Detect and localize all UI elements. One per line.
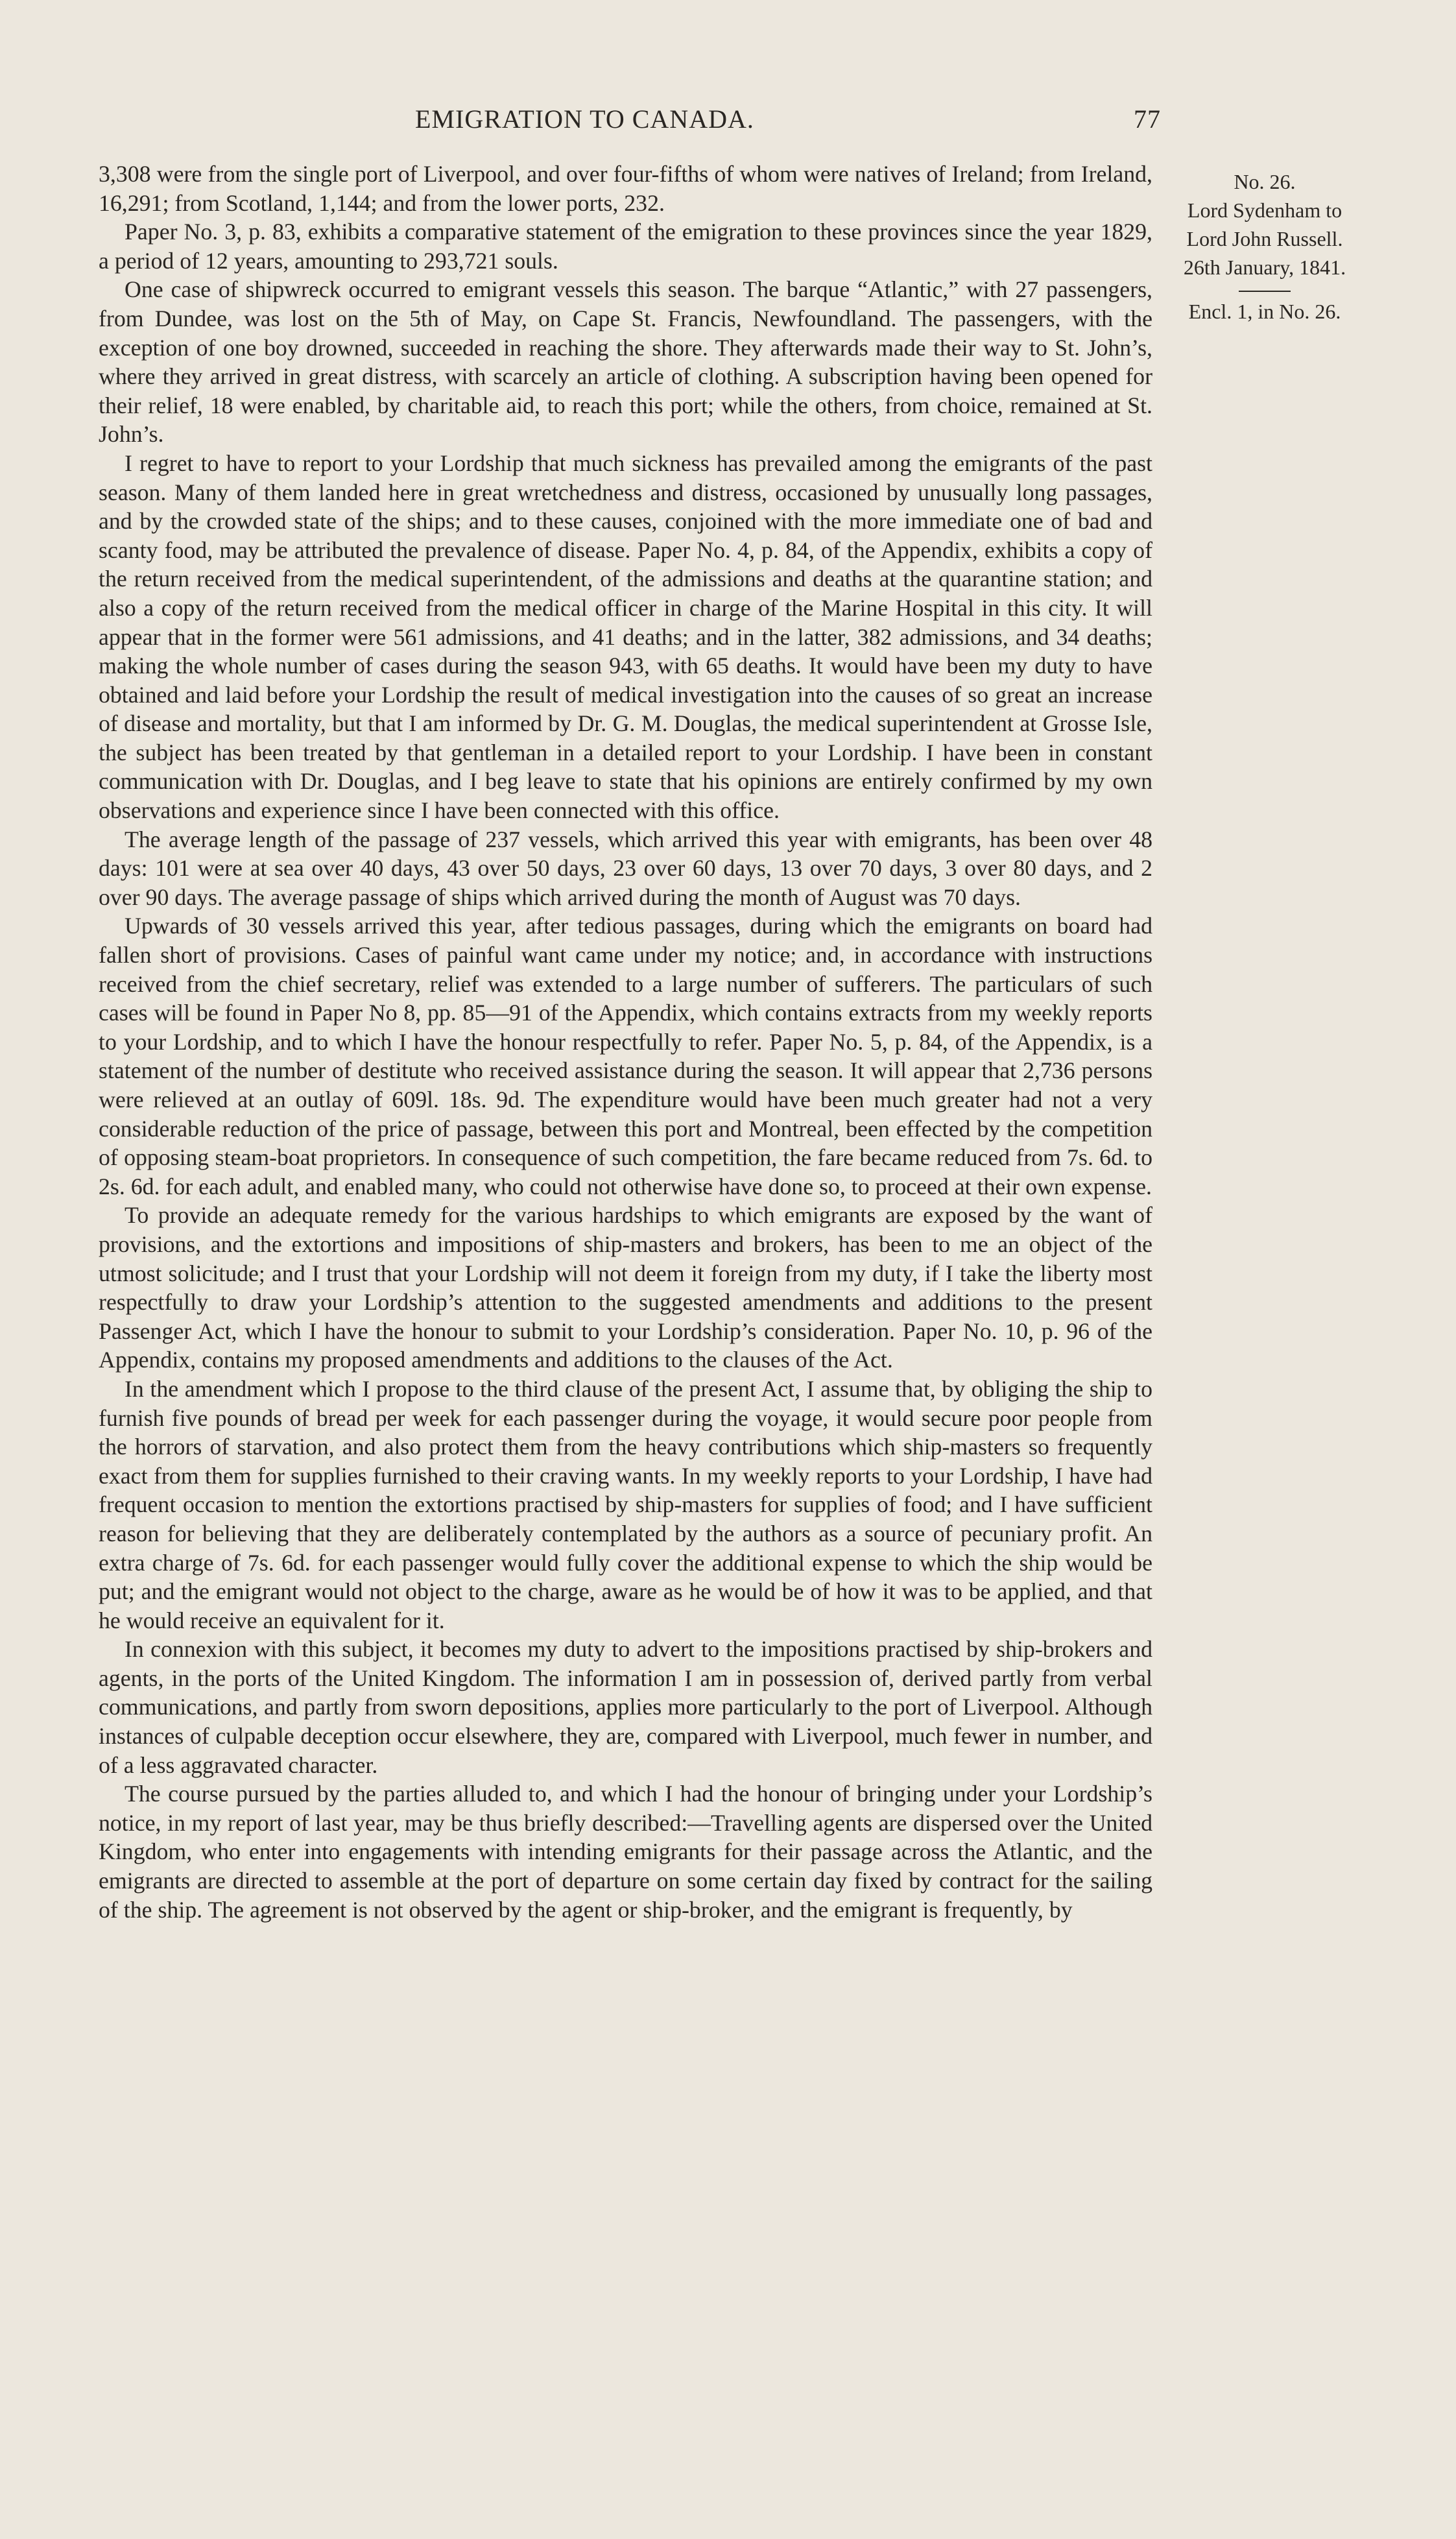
paragraph-1: 3,308 were from the single port of Liverpool, and over four-fifths of whom were natives of Ireland; from Ireland, 16,291; from Scotland, 1,144; and from the lower ports, 232.	[99, 161, 1152, 216]
paragraph-10: The course pursued by the parties alluded to, and which I had the honour of bringing under your Lordship’s notice, in my report of last year, may be thus briefly described:—Travelling agents are dispersed over the United Kingdom, who enter into engagements with intending emigrants for their passage across the Atlantic, and the emigrants are directed to assemble at the port of departure on some certain day fixed by contract for the sailing of the ship. The agreement is not observed by the agent or ship-broker, and the emigrant is frequently, by	[99, 1781, 1152, 1923]
paragraph-8: In the amendment which I propose to the third clause of the present Act, I assume that, by obliging the ship to furnish five pounds of bread per week for each passenger during the voyage, it would secure poor people from the horrors of starvation, and also protect them from the heavy contributions which ship-masters so frequently exact from them for supplies furnished to their craving wants. In my weekly reports to your Lordship, I have had frequent occasion to mention the extortions practised by ship-masters for supplies of food; and I have sufficient reason for believing that they are deliberately contemplated by the authors as a source of pecuniary profit. An extra charge of 7s. 6d. for each passenger would fully cover the additional expense to which the ship would be put; and the emigrant would not object to the charge, aware as he would be of how it was to be applied, and that he would receive an equivalent for it.	[99, 1375, 1152, 1633]
margin-from: Lord Sydenham to	[1187, 199, 1343, 222]
paragraph-6: Upwards of 30 vessels arrived this year, after tedious passages, during which the emigrants on board had fallen short of provisions. Cases of painful want came under my notice; and, in accordance with instructions received from the chief secretary, relief was extended to a large number of sufferers. The particulars of such cases will be found in Paper No 8, pp. 85—91 of the Appendix, which contains extracts from my weekly reports to your Lordship, and to which I have the honour respectfully to refer. Paper No. 5, p. 84, of the Appendix, is a statement of the number of destitute who received assistance during the season. It will appear that 2,736 persons were relieved at an outlay of 609l. 18s. 9d. The expenditure would have been much greater had not a very considerable reduction of the price of passage, between this port and Montreal, been effected by the competition of opposing steam-boat proprietors. In consequence of such competition, the fare became reduced from 7s. 6d. to 2s. 6d. for each adult, and enabled many, who could not otherwise have done so, to proceed at their own expense.	[99, 913, 1152, 1199]
paragraph-5: The average length of the passage of 237 vessels, which arrived this year with emigrants, has been over 48 days: 101 were at sea over 40 days, 43 over 50 days, 23 over 60 days, 13 over 70 days, 3 over 80 days, and 2 over 90 days. The average passage of ships which arrived during the month of August was 70 days.	[99, 826, 1152, 910]
page-title: EMIGRATION TO CANADA.	[415, 104, 754, 134]
margin-notes	[1164, 167, 1365, 326]
margin-to: Lord John Russell.	[1186, 227, 1343, 250]
margin-date: 26th January, 1841.	[1183, 256, 1346, 279]
page-number: 77	[1134, 104, 1161, 134]
paragraph-9: In connexion with this subject, it becomes my duty to advert to the impositions practised by ship-brokers and agents, in the ports of the United Kingdom. The information I am in possession of, derived partly from verbal communications, and partly from sworn depositions, applies more particularly to the port of Liverpool. Although instances of culpable deception occur elsewhere, they are, compared with Liverpool, much fewer in number, and of a less aggravated character.	[99, 1636, 1152, 1778]
paragraph-4: I regret to have to report to your Lordship that much sickness has prevailed among the emigrants of the past season. Many of them landed here in great wretchedness and distress, occasioned by unusually long passages, and by the crowded state of the ships; and to these causes, conjoined with the more immediate one of bad and scanty food, may be attributed the prevalence of disease. Paper No. 4, p. 84, of the Appendix, exhibits a copy of the return received from the medical superintendent, of the admissions and deaths at the quarantine station; and also a copy of the return received from the medical officer in charge of the Marine Hospital in this city. It will appear that in the former were 561 admissions, and 41 deaths; and in the latter, 382 admissions, and 34 deaths; making the whole number of cases during the season 943, with 65 deaths. It would have been my duty to have obtained and laid before your Lordship the result of medical investigation into the causes of so great an increase of disease and mortality, but that I am informed by Dr. G. M. Douglas, the medical superintendent at Grosse Isle, the subject has been treated by that gentleman in a detailed report to your Lordship. I have been in constant communication with Dr. Douglas, and I beg leave to state that his opinions are entirely confirmed by my own observations and experience since I have been connected with this office.	[99, 450, 1152, 824]
body-text	[99, 160, 1152, 1924]
paragraph-7: To provide an adequate remedy for the various hardships to which emigrants are exposed by the want of provisions, and the extortions and impositions of ship-masters and brokers, has been to me an object of the utmost solicitude; and I trust that your Lordship will not deem it foreign from my duty, if I take the liberty most respectfully to draw your Lordship’s attention to the suggested amendments and additions to the present Passenger Act, which I have the honour to submit to your Lordship’s consideration. Paper No. 10, p. 96 of the Appendix, contains my proposed amendments and additions to the clauses of the Act.	[99, 1202, 1152, 1373]
margin-doc-number: No. 26.	[1234, 170, 1296, 193]
paragraph-3: One case of shipwreck occurred to emigrant vessels this season. The barque “Atlantic,” with 27 passengers, from Dundee, was lost on the 5th of May, on Cape St. Francis, Newfoundland. The passengers, with the exception of one boy drowned, succeeded in reaching the shore. They afterwards made their way to St. John’s, where they arrived in great distress, with scarcely an article of clothing. A subscription having been opened for their relief, 18 were enabled, by charitable aid, to reach this port; while the others, from choice, remained at St. John’s.	[99, 276, 1152, 448]
margin-enclosure: Encl. 1, in No. 26.	[1188, 300, 1341, 323]
margin-rule	[1239, 291, 1291, 292]
paragraph-2: Paper No. 3, p. 83, exhibits a comparative statement of the emigration to these provinces since the year 1829, a period of 12 years, amounting to 293,721 souls.	[99, 219, 1152, 274]
